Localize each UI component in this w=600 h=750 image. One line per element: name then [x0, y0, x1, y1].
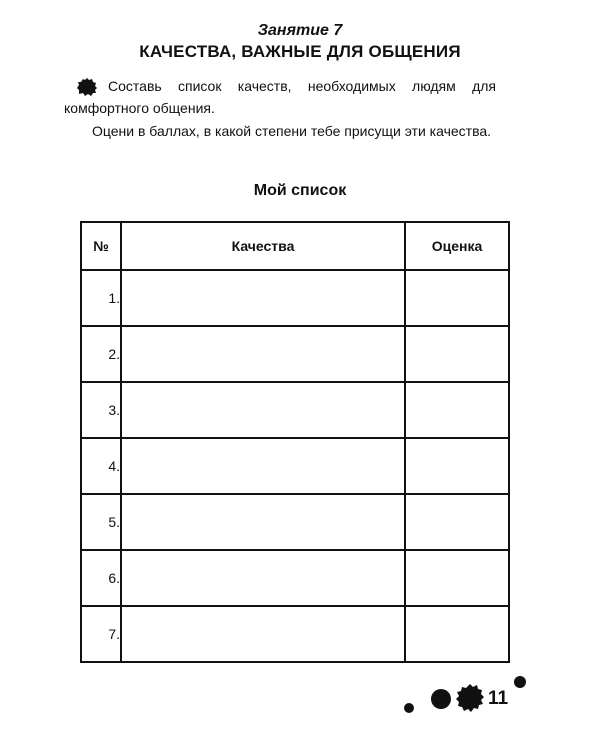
- qualities-table: [80, 221, 510, 663]
- table-row: [81, 550, 509, 606]
- table-row: [81, 606, 509, 662]
- quality-cell[interactable]: [121, 326, 405, 382]
- row-number: 5.: [81, 494, 121, 550]
- table-row: [81, 382, 509, 438]
- score-cell[interactable]: [405, 382, 509, 438]
- column-header-qualities: Качества: [121, 222, 405, 270]
- score-cell[interactable]: [405, 550, 509, 606]
- page-number: 11: [488, 688, 509, 709]
- instruction-paragraph-2: Оцени в баллах, в какой степени тебе присущи эти качества.: [92, 123, 492, 139]
- quality-cell[interactable]: [121, 382, 405, 438]
- quality-cell[interactable]: [121, 550, 405, 606]
- row-number: 3.: [81, 382, 121, 438]
- quality-cell[interactable]: [121, 270, 405, 326]
- table-row: [81, 326, 509, 382]
- quality-cell[interactable]: [121, 438, 405, 494]
- score-cell[interactable]: [405, 494, 509, 550]
- lesson-label: Занятие 7: [257, 22, 343, 39]
- row-number: 2.: [81, 326, 121, 382]
- table-row: [81, 270, 509, 326]
- score-cell[interactable]: [405, 438, 509, 494]
- quality-cell[interactable]: [121, 606, 405, 662]
- score-cell[interactable]: [405, 326, 509, 382]
- instruction-paragraph-1: Составь список качеств, необходимых людям для комфортного общения.: [64, 78, 496, 116]
- column-header-score: Оценка: [405, 222, 509, 270]
- table-header-row: [81, 222, 509, 270]
- row-number: 1.: [81, 270, 121, 326]
- row-number: 6.: [81, 550, 121, 606]
- table-row: [81, 438, 509, 494]
- decorative-ink-dots-icon: [398, 672, 538, 722]
- row-number: 4.: [81, 438, 121, 494]
- list-title: Мой список: [253, 182, 347, 199]
- page-title: КАЧЕСТВА, ВАЖНЫЕ ДЛЯ ОБЩЕНИЯ: [139, 42, 461, 61]
- column-header-number: №: [81, 222, 121, 270]
- quality-cell[interactable]: [121, 494, 405, 550]
- score-cell[interactable]: [405, 606, 509, 662]
- score-cell[interactable]: [405, 270, 509, 326]
- row-number: 7.: [81, 606, 121, 662]
- table-row: [81, 494, 509, 550]
